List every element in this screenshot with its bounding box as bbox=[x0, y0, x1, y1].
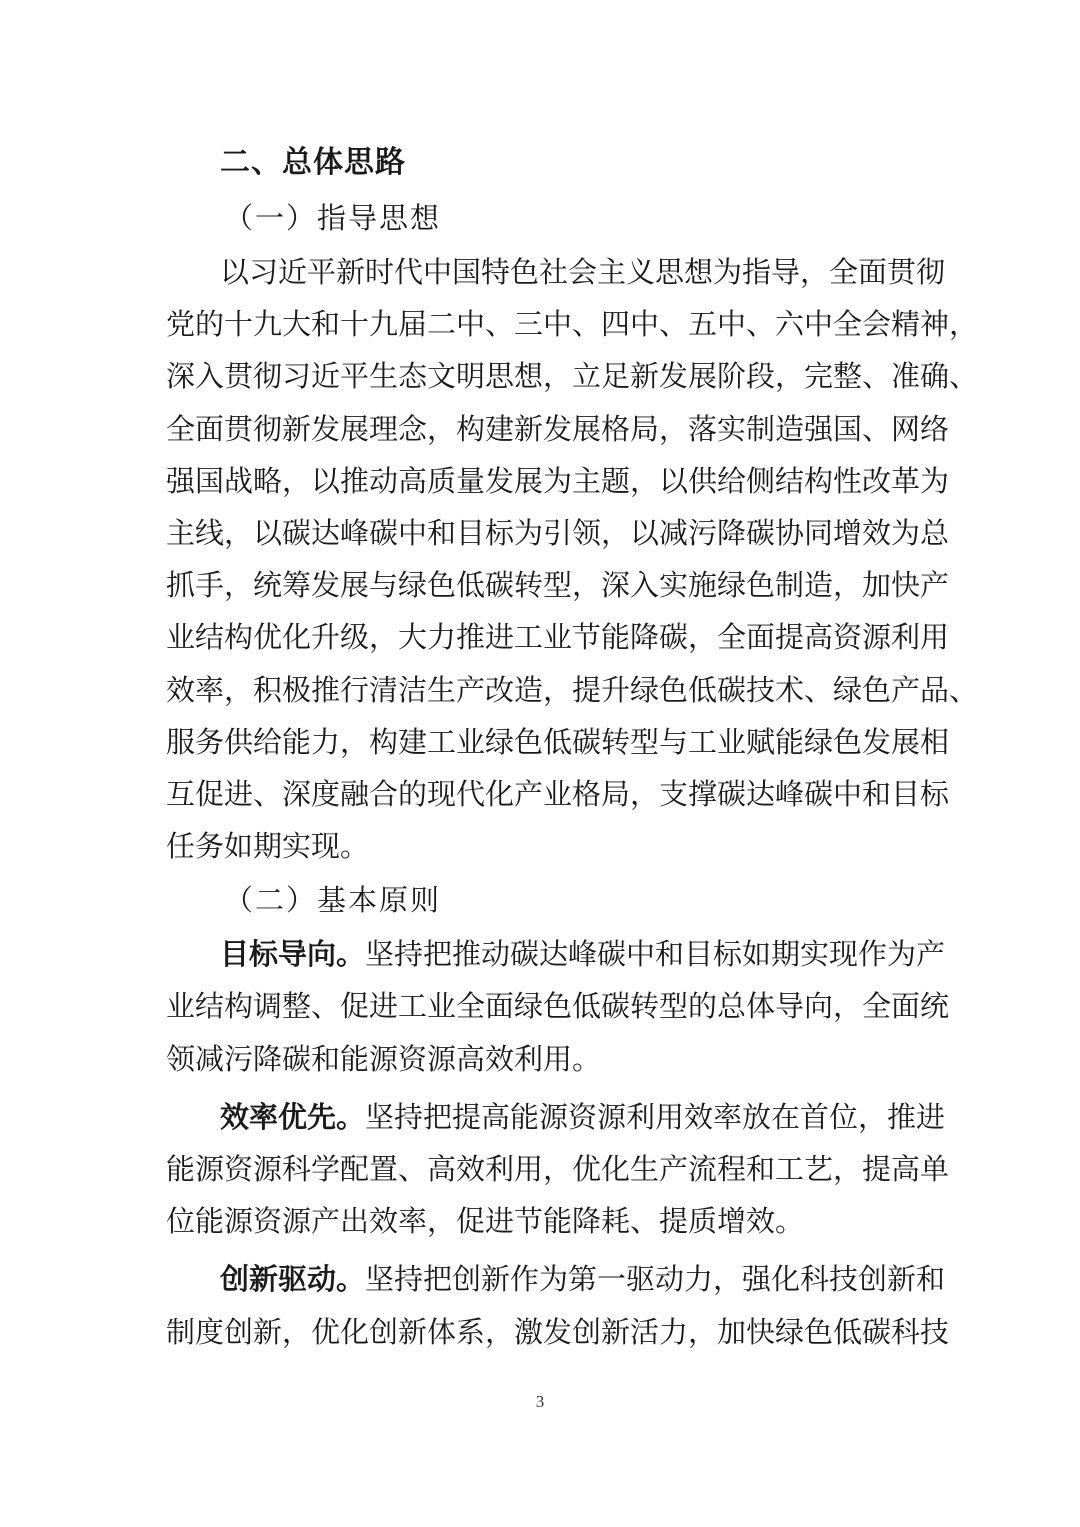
principle-title: 创新驱动。 bbox=[220, 1262, 366, 1297]
subsection-heading-basic-principles: （二）基本原则 bbox=[224, 883, 442, 918]
principle-text: 坚持把提高能源资源利用效率放在首位，推进 bbox=[365, 1099, 946, 1134]
text-line: 业结构优化升级，大力推进工业节能降碳，全面提高资源利用 bbox=[166, 620, 950, 655]
text-line: 全面贯彻新发展理念，构建新发展格局，落实制造强国、网络 bbox=[166, 411, 950, 446]
subsection-heading-guiding-ideology: （一）指导思想 bbox=[224, 201, 442, 235]
text-line: 位能源资源产出效率，促进节能降耗、提质增效。 bbox=[166, 1204, 805, 1239]
paragraph-efficiency-first bbox=[166, 1091, 950, 1248]
text-line: 强国战略，以推动高质量发展为主题，以供给侧结构性改革为 bbox=[166, 463, 950, 498]
text-line: 党的十九大和十九届二中、三中、四中、五中、六中全会精神， bbox=[166, 307, 979, 342]
text-line: 互促进、深度融合的现代化产业格局，支撑碳达峰碳中和目标 bbox=[166, 776, 950, 811]
text-line: 抓手，统筹发展与绿色低碳转型，深入实施绿色制造，加快产 bbox=[166, 568, 950, 603]
text-line: 以习近平新时代中国特色社会主义思想为指导，全面贯彻 bbox=[220, 255, 946, 289]
paragraph-guiding-ideology bbox=[166, 246, 979, 872]
text-line: 业结构调整、促进工业全面绿色低碳转型的总体导向，全面统 bbox=[166, 989, 950, 1024]
paragraph-innovation-driven bbox=[166, 1253, 950, 1357]
text-line: 领减污降碳和能源资源高效利用。 bbox=[166, 1041, 602, 1076]
principle-title: 效率优先。 bbox=[220, 1099, 366, 1134]
text-line: 主线，以碳达峰碳中和目标为引领，以减污降碳协同增效为总 bbox=[166, 515, 950, 550]
document-body bbox=[166, 136, 979, 1358]
section-heading: 二、总体思路 bbox=[220, 145, 406, 180]
principle-text: 坚持把创新作为第一驱动力，强化科技创新和 bbox=[365, 1262, 946, 1297]
text-line bbox=[166, 928, 946, 980]
text-line: 效率，积极推行清洁生产改造，提升绿色低碳技术、绿色产品、 bbox=[166, 672, 979, 707]
paragraph-goal-oriented bbox=[166, 928, 950, 1085]
text-line: 服务供给能力，构建工业绿色低碳转型与工业赋能绿色发展相 bbox=[166, 724, 950, 759]
text-line: 制度创新，优化创新体系，激发创新活力，加快绿色低碳科技 bbox=[166, 1314, 950, 1349]
text-line bbox=[166, 1091, 946, 1143]
text-line: 任务如期实现。 bbox=[166, 829, 370, 864]
text-line bbox=[166, 1253, 946, 1305]
text-line: 深入贯彻习近平生态文明思想，立足新发展阶段，完整、准确、 bbox=[166, 359, 979, 394]
principle-title: 目标导向。 bbox=[220, 937, 366, 972]
text-line: 能源资源科学配置、高效利用，优化生产流程和工艺，提高单 bbox=[166, 1152, 950, 1186]
principle-text: 坚持把推动碳达峰碳中和目标如期实现作为产 bbox=[365, 937, 946, 972]
page-number: 3 bbox=[535, 1392, 545, 1411]
